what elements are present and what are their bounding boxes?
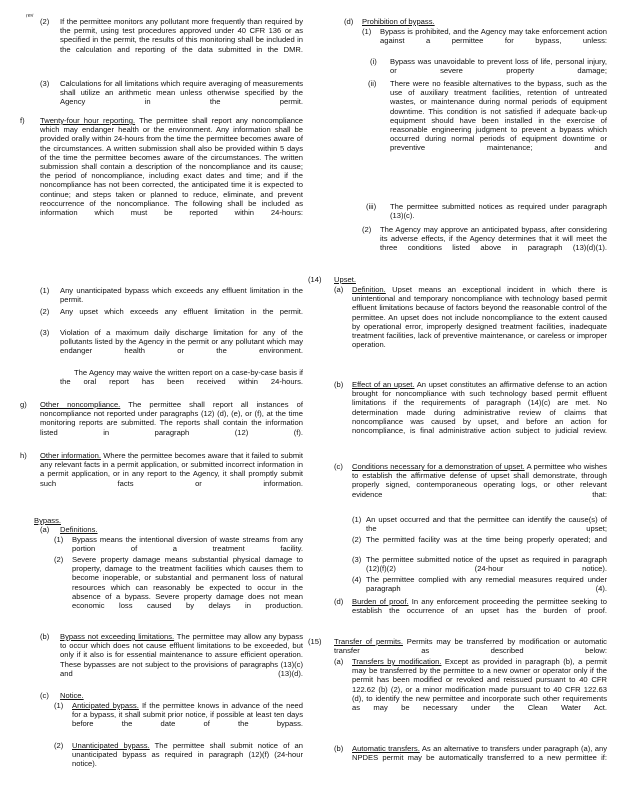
upset-conditions [352,462,607,508]
body-text: In any enforcement proceeding the permittee seeking to establish the occurrence of an upset has the burden of proof. [352,597,607,616]
heading: Anticipated bypass. [72,701,139,710]
para-num: (1) [352,515,362,524]
para-letter: (d) [344,17,354,26]
para-num: (iii) [366,202,377,211]
para-num: (4) [352,575,362,584]
para-letter: (c) [334,462,343,471]
burden-of-proof [352,597,607,625]
para-num: (ii) [368,79,377,88]
body-text: A permittee who wishes to establish the affirmative defense of upset shall demonstrate, through properly signed, contemporaneous operating logs, or other relevant evidence that: [352,462,607,499]
upset-condition-3: The permittee submitted notice of the upset as required in paragraph (12)(f)(2) (24-hour notice). [366,555,607,574]
para-num: (1) [40,286,50,295]
automatic-transfers [352,744,607,772]
section-num: (14) [308,275,322,284]
para-num: (3) [40,328,50,337]
para-num: (1) [362,27,372,36]
bypass-not-exceeding [60,632,303,687]
heading: Definition. [352,285,386,294]
transfers-by-modification [352,657,607,721]
anticipated-bypass [72,701,303,738]
prohibition-heading: Prohibition of bypass. [362,17,435,26]
para-num: (3) [352,555,362,564]
waiver-note: The Agency may waive the written report on a case-by-case basis if the oral report has been received within 24-hours. [60,368,303,387]
unanticipated-bypass-item: Any unanticipated bypass which exceeds any effluent limitation in the permit. [60,286,303,305]
body-text: As an alternative to transfers under paragraph (a), any NPDES permit may be automatically transferred to a new permittee if: [352,744,607,763]
heading: Burden of proof. [352,597,409,606]
body-text: If the permittee knows in advance of the need for a bypass, it shall submit prior notice, if possible at least ten days before the date of the bypass. [72,701,303,729]
bypass-definition: Bypass means the intentional diversion of waste streams from any portion of a treatment facility. [72,535,303,554]
body-text: An upset constitutes an affirmative defense to an action brought for noncompliance with such technology based permit effluent limitations if the requirements of paragraph (14)(c) are met. No determination made during administrative review of claims that noncompliance was caused by upset, and before an action for noncompliance, is final administrative action subject to judicial review. [352,380,607,436]
para-num: (3) [40,79,50,88]
para-num: (i) [370,57,377,66]
heading: Conditions necessary for a demonstration of upset. [352,462,525,471]
body-text: Except as provided in paragraph (b), a permit may be transferred by the permittee to a new owner or operator only if the permit has been modified or revoked and reissued pursuant to 40 CFR 122.62 (b) (2), or a minor modification made pursuant to 40 CFR 122.63 (d), to identify the new permittee and incorporate such other requirements as may be necessary under the Clean Water Act. [352,657,607,713]
para-num: (2) [362,225,372,234]
para-letter: (a) [334,285,344,294]
upset-condition-2: The permitted facility was at the time being properly operated; and [366,535,607,544]
calculations-para: Calculations for all limitations which require averaging of measurements shall utilize an arithmetic mean unless otherwise specified by the Agency in the permit. [60,79,303,107]
para-letter: (b) [334,744,344,753]
para-num: (1) [54,701,64,710]
body-text: Where the permittee becomes aware that it failed to submit any relevant facts in a permit application, or submitted incorrect information in a permit application, or in any report to the Agency, it shall promptly submit such facts or information. [40,451,303,488]
heading: Bypass not exceeding limitations. [60,632,175,641]
body-text: The permittee shall submit notice of an unanticipated bypass as required in paragraph (12)(f) (24-hour notice). [72,741,303,769]
page-mark: rev [25,12,34,20]
no-alternatives-condition: There were no feasible alternatives to the bypass, such as the use of auxiliary treatment facilities, retention of untreated wastes, or maintenance during normal periods of equipment downtime. This condition is not satisfied if adequate back-up equipment should have been installed in the exercise of reasonable engineering judgment to prevent a bypass which occurred during normal periods of equipment downtime or preventive maintenance; and [390,79,607,153]
para-num: (2) [40,307,50,316]
other-noncompliance [40,400,303,446]
definitions-heading: Definitions. [60,525,98,534]
heading: Twenty-four hour reporting. [40,116,136,125]
unanticipated-bypass [72,741,303,778]
body-text: The permittee may allow any bypass to occur which does not cause effluent limitations to be exceeded, but only if it also is for essential maintenance to assure efficient operation. These bypasses are not subject to the provisions of paragraphs (13)(c) and (13)(d). [60,632,303,678]
para-letter: f) [20,116,25,125]
para-letter: (b) [334,380,344,389]
upset-definition [352,285,607,359]
body-text: Permits may be transferred by modification or automatic transfer as described below: [334,637,607,656]
body-text: The permittee shall report all instances of noncompliance not reported under paragraphs (12) (d), (e), or (f), at the time monitoring reports are submitted. The reports shall contain the information listed in paragraph (12) (f). [40,400,303,437]
para-letter: (b) [40,632,50,641]
notices-condition: The permittee submitted notices as required under paragraph (13)(c). [390,202,607,221]
para-letter: h) [20,451,27,460]
heading: Automatic transfers. [352,744,420,753]
other-information [40,451,303,497]
heading: Unanticipated bypass. [72,741,150,750]
approve-bypass: The Agency may approve an anticipated bypass, after considering its adverse effects, if the Agency determines that it will meet the three conditions listed above in paragraph (13)(d)(1). [380,225,607,253]
heading: Transfer of permits. [334,637,403,646]
heading: Other information. [40,451,101,460]
bypass-prohibited: Bypass is prohibited, and the Agency may take enforcement action against a permittee for bypass, unless: [380,27,607,46]
heading: Other noncompliance. [40,400,121,409]
para-num: (1) [54,535,64,544]
upset-item: Any upset which exceeds any effluent limitation in the permit. [60,307,303,316]
body-text: The permittee shall report any noncompliance which may endanger health or the environment. Any information shall be provided orally within 24-hours from the time the permittee becomes aware of the circumstances. A written submission shall also be provided within 5 days of the time the permittee becomes aware of the circumstances. The written submission shall contain a description of the noncompliance and its cause; the period of noncompliance, including exact dates and time; and if the noncompliance has not been corrected, the anticipated time it is expected to continue; and steps taken or planned to reduce, eliminate, and prevent reoccurrence of the noncompliance. The following shall be included as information which must be reported within 24-hours: [40,116,303,218]
para-letter: g) [20,400,27,409]
monitoring-frequency-para: If the permittee monitors any pollutant more frequently than required by the permit, using test procedures approved under 40 CFR 136 or as specified in the permit, the results of this monitoring shall be included in the calculation and reporting of the data submitted in the DMR. [60,17,303,54]
upset-effect [352,380,607,444]
heading: Transfers by modification. [352,657,442,666]
para-letter: (c) [40,691,49,700]
para-letter: (a) [334,657,344,666]
twenty-four-hour-reporting [40,116,303,226]
para-letter: (a) [40,525,50,534]
violation-item: Violation of a maximum daily discharge limitation for any of the pollutants listed by the Agency in the permit or any pollutant which may endanger health or the environment. [60,328,303,356]
bypass-heading: Bypass. [34,516,62,525]
para-num: (2) [54,741,64,750]
unavoidable-condition: Bypass was unavoidable to prevent loss of life, personal injury, or severe property damage; [390,57,607,76]
para-num: (2) [54,555,64,564]
upset-condition-4: The permittee complied with any remedial measures required under paragraph (4). [366,575,607,594]
section-num: (15) [308,637,322,646]
notice-heading: Notice. [60,691,84,700]
body-text: Upset means an exceptional incident in which there is unintentional and temporary noncompliance with technology based permit effluent limitations because of factors beyond the reasonable control of the permittee. An upset does not include noncompliance to the extent caused by operational error, improperly designed treatment facilities, inadequate treatment facilities, lack of preventive maintenance, or careless or improper operation. [352,285,607,350]
para-num: (2) [352,535,362,544]
heading: Effect of an upset. [352,380,415,389]
severe-damage-definition: Severe property damage means substantial physical damage to property, damage to the treatment facilities which causes them to become inoperable, or substantial and permanent loss of natural resources which can reasonably be expected to occur in the absence of a bypass. Severe property damage does not mean economic loss caused by delays in production. [72,555,303,611]
para-num: (2) [40,17,50,26]
upset-condition-1: An upset occurred and that the permittee can identify the cause(s) of the upset; [366,515,607,534]
upset-heading: Upset. [334,275,356,284]
para-letter: (d) [334,597,344,606]
